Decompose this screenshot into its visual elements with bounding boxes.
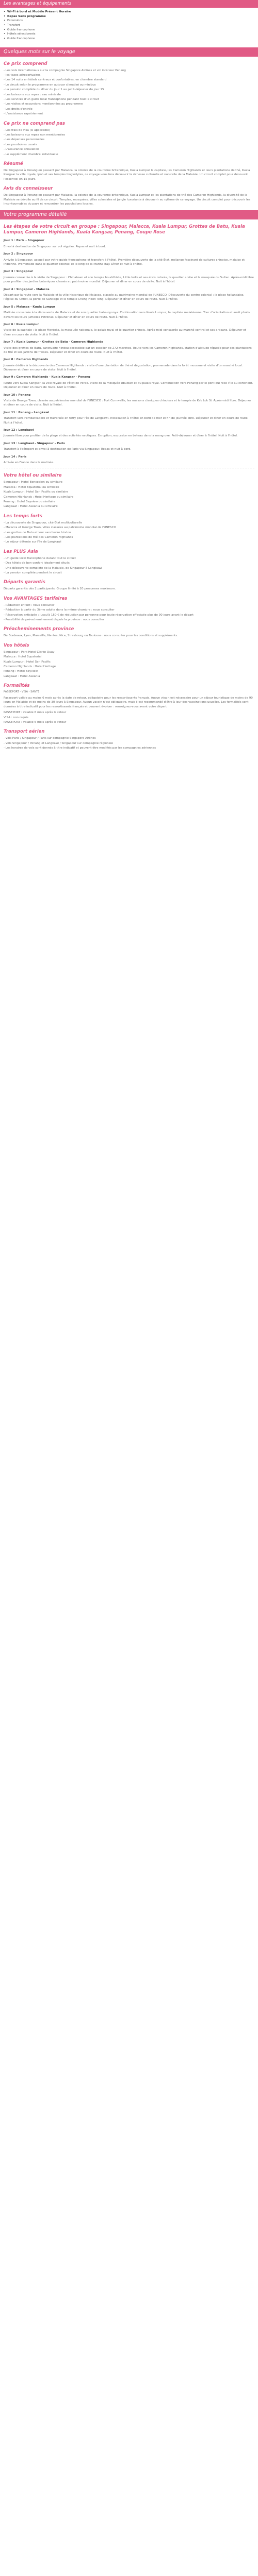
plus-list: [0, 556, 258, 575]
excluded-item: - L'assurance annulation: [4, 148, 39, 151]
formality-item: PASSEPORT : valable 6 mois après le retour: [4, 720, 67, 724]
excluded-item: - Les pourboires usuels: [4, 143, 37, 146]
day-item: [0, 455, 258, 465]
hotel-item: Langkawi : Hotel Aseania ou similaire: [4, 505, 58, 509]
included-item: - Les vols internationaux sur la compagnie Singapore Airlines et vol intérieur Penang: [4, 69, 126, 72]
hotels-list: [0, 480, 258, 509]
formality-item: PASSEPORT : valable 6 mois après le retour: [4, 711, 67, 715]
pre-post-text: De Bordeaux, Lyon, Marseille, Nantes, Nice, Strasbourg ou Toulouse : nous consulter pour les conditions et suppléments.: [4, 634, 178, 638]
bottom-spacer: [0, 751, 258, 754]
hotels-title: Votre hôtel ou similaire: [4, 473, 62, 479]
day-item: [0, 393, 258, 408]
day-text: Visite des grottes de Batu, sanctuaire hindou accessible par un escalier de 272 marches. Route vers les Cameron Highlands, station d'altitude réputée pour ses plantations de thé et ses jardins de fraises. Déjeuner et dîner en cours de route. Nuit à l'hôtel.: [4, 346, 252, 354]
highlight-item: - La découverte de Singapour, cité-État multiculturelle: [4, 521, 83, 524]
flight-item: Penang : Hotel Bayview: [4, 670, 38, 673]
feature-item: • Guide francophone: [4, 37, 254, 41]
day-title: Jour 5 : Malacca - Kuala Lumpur: [4, 305, 56, 309]
formalities-subtitle: PASSEPORT - VISA - SANTÉ: [4, 690, 40, 694]
included-item: - les taxes aéroportuaires: [4, 74, 41, 77]
included-item: - Les services d'un guide local francophone pendant tout le circuit: [4, 97, 100, 101]
summary-text: De Singapour à Penang en passant par Malacca, la colonie de la couronne britannique, Kuala Lumpur la capitale, les Cameron Highlands et leurs plantations de thé, Kuala Kangsar la ville royale, Ipoh et ses temples troglodytes, ce voyage vous fera découvrir la richesse culturelle et naturelle de la Malaisie. Un circuit complet pour découvrir l'essentiel en 15 jours.: [4, 168, 250, 181]
transport-item: - Les horaires de vols sont donnés à titre indicatif et peuvent être modifiés par les compagnies aériennes: [4, 747, 156, 750]
advice-title: Avis du connaisseur: [4, 186, 53, 192]
day-item: [0, 442, 258, 452]
day-text: Journée consacrée à la visite de Singapour : Chinatown et son temple bouddhiste, Little India et ses étals colorés, le quartier arabe et la mosquée du Sultan. Après-midi libre pour profiter des jardins botaniques classés au patrimoine mondial. Déjeuner et dîner en cours de visite. Nuit à l'hôtel.: [4, 276, 254, 284]
day-text: Arrivée à Singapour, accueil par votre guide francophone et transfert à l'hôtel. Première découverte de la cité-État, mélange fascinant de cultures chinoise, malaise et indienne. Promenade dans le quartier colonial et le long de la Marina Bay. Dîner et nuit à l'hôtel.: [4, 258, 245, 266]
highlights-list: [0, 521, 258, 545]
flight-item: Kuala Lumpur : Hotel Seri Pacific: [4, 660, 51, 664]
summary-title: Résumé: [4, 161, 23, 166]
day-text: Journée dédiée à la découverte des Cameron Highlands : visite d'une plantation de thé et dégustation, promenade dans la forêt moussue et visite d'un marché local. Déjeuner et dîner en cours de visite. Nuit à l'hôtel.: [4, 364, 243, 372]
highlight-item: - Les grottes de Batu et leur sanctuaire hindou: [4, 531, 71, 534]
plus-title: Les PLUS Asia: [4, 549, 38, 554]
itinerary-title: Les étapes de votre circuit en groupe : Singapour, Malacca, Kuala Lumpur, Grottes de Batu, Kuala Lumpur, Cameron Highlands, Kuala Kangsar, Penang, Coupe Rose: [4, 224, 245, 235]
included-item: - Les boissons aux repas : eau minérale: [4, 93, 61, 96]
section-title: Quelques mots sur le voyage: [0, 47, 258, 57]
transport-title: Transport aérien: [4, 729, 45, 735]
program-title: Votre programme détaillé: [0, 210, 258, 219]
advantages-title: Vos AVANTAGES tarifaires: [4, 596, 68, 601]
transport-list: [0, 736, 258, 750]
day-item: [0, 340, 258, 354]
excluded-item: - Les frais de visa (si applicable): [4, 128, 50, 132]
pre-post-title: Préacheminements province: [4, 626, 74, 632]
day-title: Jour 6 : Kuala Lumpur: [4, 323, 39, 326]
day-text: Visite de George Town, classée au patrimoine mondial de l'UNESCO : Fort Cornwallis, les maisons claniques chinoises et le temple de Kek Lok Si. Après-midi libre. Déjeuner et dîner en cours de visite. Nuit à l'hôtel.: [4, 399, 251, 407]
transport-item: - Vols Singapour / Penang et Langkawi / Singapour sur compagnie régionale: [4, 741, 114, 745]
plus-item: - Une découverte complète de la Malaisie, de Singapour à Langkawi: [4, 566, 102, 570]
day-title: Jour 13 : Langkawi - Singapour - Paris: [4, 442, 65, 445]
flights-title: Vos hôtels: [4, 642, 29, 648]
hotel-item: Kuala Lumpur : Hotel Seri Pacific ou similaire: [4, 490, 69, 494]
excluded-item: - Les dépenses personnelles: [4, 138, 45, 142]
formalities-text: Passeport valide au moins 6 mois après la date de retour, obligatoire pour les ressortissants français. Aucun visa n'est nécessaire pour un séjour touristique de moins de 90 jours en Malaisie et de moins de 30 jours à Singapour. Aucun vaccin n'est obligatoire, mais il est recommandé d'être à jour des vaccinations usuelles. Les formalités sont données à titre indicatif pour les ressortissants français et peuvent évoluer : renseignez-vous avant votre départ.: [4, 697, 253, 708]
advantage-item: - Réservation anticipée : jusqu'à 150 € de réduction par personne pour toute réservation effectuée plus de 90 jours avant le départ: [4, 613, 194, 617]
feature-item: • Transfert: [4, 23, 254, 28]
day-list: [0, 239, 258, 465]
day-title: Jour 14 : Paris: [4, 455, 27, 459]
feature-item: • Hôtels sélectionnés: [4, 32, 254, 37]
day-title: Jour 2 : Singapour: [4, 252, 33, 256]
excluded-list: [0, 128, 258, 157]
hotel-item: Penang : Hotel Bayview ou similaire: [4, 500, 56, 503]
feature-item: • Guide francophone: [4, 28, 254, 32]
day-item: [0, 428, 258, 438]
advantage-item: - Réduction enfant : nous consulter: [4, 603, 55, 607]
plus-item: - Des hôtels de bon confort idealement situés: [4, 562, 70, 565]
highlights-title: Les temps forts: [4, 513, 42, 519]
day-title: Jour 10 : Penang: [4, 393, 31, 397]
advantage-item: - Réduction à partir du 3ème adulte dans la même chambre : nous consulter: [4, 608, 115, 612]
day-text: Transfert à l'aéroport et envol à destination de Paris via Singapour. Repas et nuit à bord.: [4, 448, 132, 451]
day-text: Visite de la capitale : la place Merdeka, la mosquée nationale, le palais royal et le quartier chinois. Après-midi consacrée au marché central et ses artisans. Déjeuner et dîner en cours de visite. Nuit à l'hôtel.: [4, 329, 246, 336]
features-list: [0, 8, 258, 43]
day-title: Jour 1 : Paris - Singapour: [4, 239, 44, 243]
formalities-title: Formalités: [4, 683, 30, 689]
day-title: Jour 9 : Cameron Highlands - Kuala Kangsar - Penang: [4, 376, 90, 379]
included-title: Ce prix comprend: [4, 61, 47, 66]
hotel-item: Malacca : Hotel Equatorial ou similaire: [4, 485, 59, 489]
day-title: Jour 11 : Penang - Langkawi: [4, 411, 50, 414]
advantages-list: [0, 603, 258, 622]
day-item: [0, 411, 258, 425]
feature-item: • Wi-Fi à bord et Modèle Présent Horaire: [4, 10, 254, 14]
day-text: Arrivée en France dans la matinée.: [4, 461, 54, 464]
flight-item: Singapour : Park Hotel Clarke Quay: [4, 650, 55, 654]
departures-text: Départs garantis dès 2 participants. Groupe limité à 20 personnes maximum.: [4, 587, 116, 591]
included-item: - L'assistance rapatriement: [4, 112, 43, 116]
included-list: [0, 69, 258, 116]
feature-item: • Excursions: [4, 19, 254, 23]
included-item: - Les 14 nuits en hôtels centraux et confortables, en chambre standard: [4, 78, 107, 82]
excluded-title: Ce prix ne comprend pas: [4, 121, 66, 126]
day-item: [0, 375, 258, 389]
advice-text: De Singapour à Penang en passant par Malacca, la colonie de la couronne britannique, Kuala Lumpur et les plantations de thé des Cameron Highlands, la diversité de la Malaisie se dévoile au fil de ce circuit. Temples, mosquées, villes coloniales et jungle luxuriante à découvrir au rythme de ce voyage. Un circuit complet pour découvrir les incontournables du pays et rencontrer les populations locales.: [4, 194, 251, 206]
highlight-item: - Les plantations de thé des Cameron Highlands: [4, 535, 73, 539]
header-title: Les avantages et équipements: [0, 0, 258, 8]
highlight-item: - Le séjour détente sur l'île de Langkawi: [4, 540, 61, 544]
flights-list: [0, 650, 258, 679]
day-title: Jour 4 : Singapour - Malacca: [4, 287, 50, 291]
day-text: Journée libre pour profiter de la plage et des activités nautiques. En option, excursion en bateau dans la mangrove. Petit-déjeuner et dîner à l'hôtel. Nuit à l'hôtel.: [4, 434, 238, 438]
day-title: Jour 8 : Cameron Highlands: [4, 358, 49, 362]
day-item: [0, 287, 258, 302]
included-item: - La pension complète du dîner du jour 1 au petit-déjeuner du jour 15: [4, 88, 104, 92]
day-title: Jour 7 : Kuala Lumpur - Grottes de Batu - Cameron Highlands: [4, 341, 103, 344]
day-text: Route vers Kuala Kangsar, la ville royale de l'État de Perak. Visite de la mosquée Ubudiah et du palais royal. Continuation vers Penang par le pont qui relie l'île au continent. Déjeuner et dîner en cours de route. Nuit à l'hôtel.: [4, 381, 253, 389]
day-text: Matinée consacrée à la découverte de Malacca et de son quartier baba-nyonya. Continuation vers Kuala Lumpur, la capitale malaisienne. Tour d'orientation et arrêt photo devant les tours jumelles Petronas. Déjeuner et dîner en cours de route. Nuit à l'hôtel.: [4, 311, 250, 319]
day-item: [0, 239, 258, 249]
advantage-item: - Possibilité de pré-acheminement depuis la province : nous consulter: [4, 618, 105, 621]
flight-item: Cameron Highlands : Hotel Heritage: [4, 665, 56, 669]
feature-item: • Repas Sans programme: [4, 14, 254, 19]
day-item: [0, 323, 258, 337]
plus-item: - La pension complète pendant le circuit: [4, 571, 62, 574]
excluded-item: - Le supplément chambre individuelle: [4, 152, 58, 156]
day-item: [0, 252, 258, 266]
day-item: [0, 269, 258, 284]
page: [0, 0, 258, 754]
plus-item: - Un guide local francophone durant tout le circuit: [4, 556, 76, 560]
day-title: Jour 3 : Singapour: [4, 270, 33, 274]
excluded-item: - Les boissons aux repas non mentionnées: [4, 133, 66, 137]
included-item: - Les droits d'entrée: [4, 107, 33, 111]
flight-item: Malacca : Hotel Equatorial: [4, 655, 42, 659]
day-title: Jour 12 : Langkawi: [4, 428, 34, 432]
formalities-list: [0, 710, 258, 724]
day-item: [0, 358, 258, 372]
formality-item: VISA : non requis: [4, 716, 28, 719]
transport-item: - Vols Paris / Singapour / Paris sur compagnie Singapore Airlines: [4, 737, 96, 740]
flight-item: Langkawi : Hotel Aseania: [4, 674, 40, 678]
highlight-item: - Malacca et George Town, villes classées au patrimoine mondial de l'UNESCO: [4, 526, 116, 530]
hotel-item: Cameron Highlands : Hotel Heritage ou similaire: [4, 495, 74, 499]
departures-title: Départs garantis: [4, 580, 45, 585]
day-item: [0, 305, 258, 319]
day-text: Transfert vers l'embarcadère et traversée en ferry pour l'île de Langkawi. Installation à l'hôtel en bord de mer et fin de journée libre. Déjeuner et dîner en cours de route. Nuit à l'hôtel.: [4, 417, 249, 425]
day-text: Envol à destination de Singapour sur vol régulier. Repas et nuit à bord.: [4, 245, 106, 248]
day-text: Départ par la route vers la Malaisie et la ville historique de Malacca, classée au patrimoine mondial de l'UNESCO. Découverte du centre colonial : la place hollandaise, l'église du Christ, la porte de Santiago et le temple Cheng Hoon Teng. Déjeuner et dîner en cours de route. Nuit à l'hôtel.: [4, 293, 245, 301]
included-item: - Le circuit selon le programme en autocar climatisé ou minibus: [4, 83, 96, 87]
hotel-item: Singapour : Hotel Bencoolen ou similaire: [4, 481, 62, 484]
included-item: - Les visites et excursions mentionnées au programme: [4, 103, 83, 106]
